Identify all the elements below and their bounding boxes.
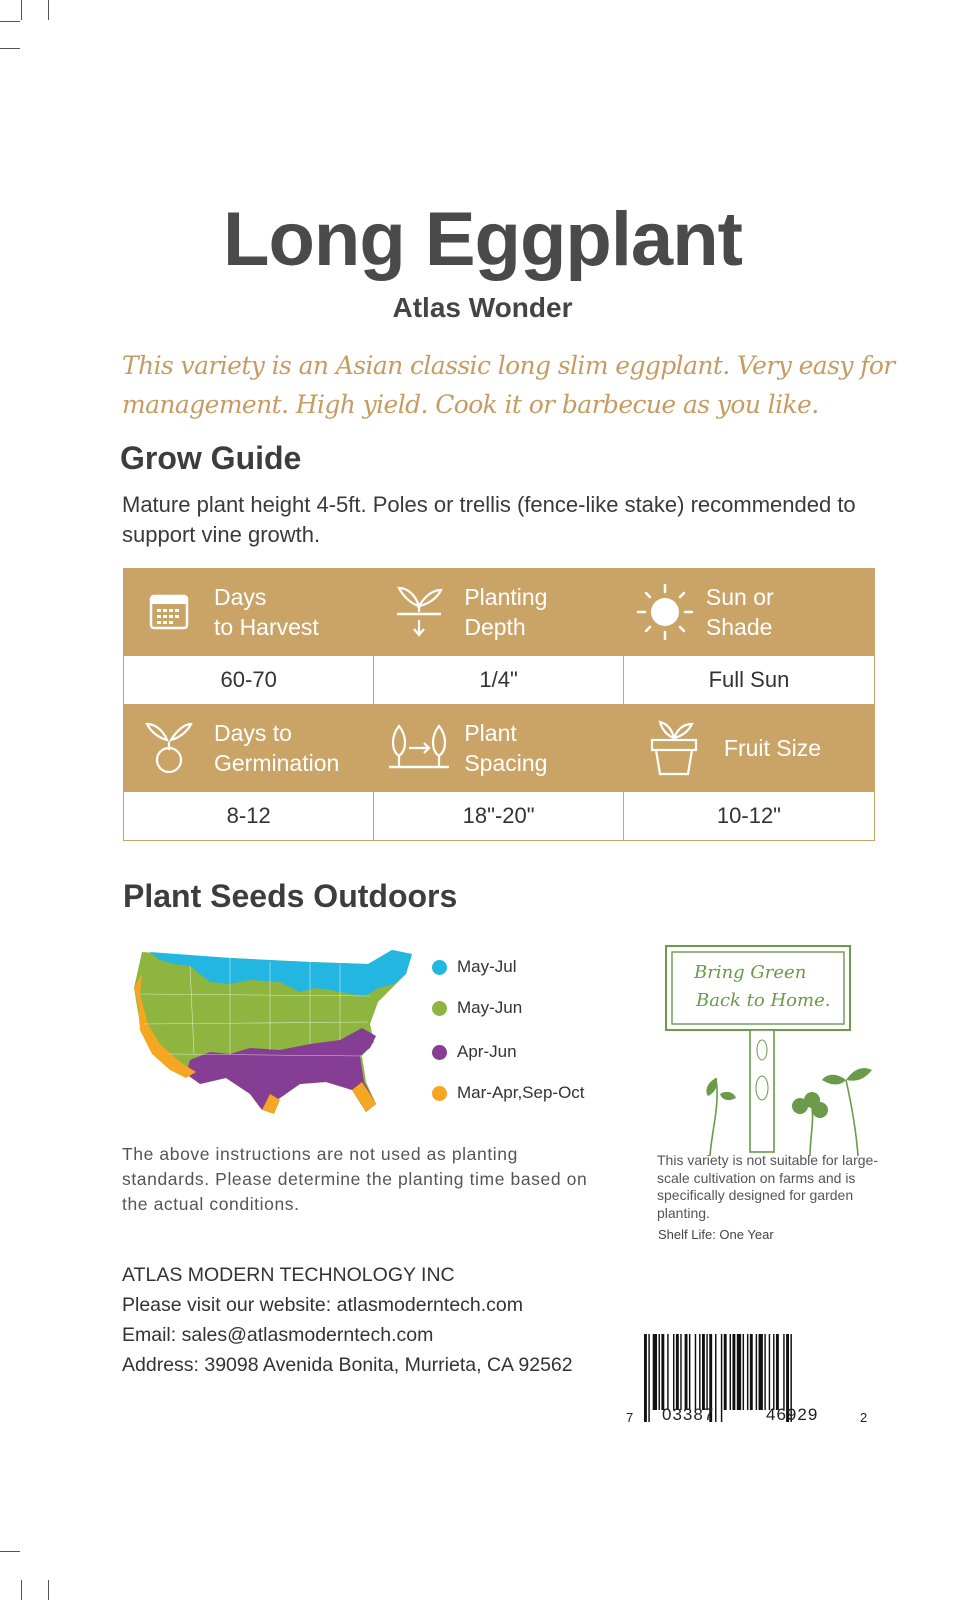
grow-guide-table (123, 568, 875, 841)
pot-icon (624, 718, 724, 778)
outdoors-heading: Plant Seeds Outdoors (123, 878, 458, 914)
guide-label: Depth (464, 614, 526, 640)
legend-item (432, 1083, 585, 1103)
barcode-bar (659, 1334, 660, 1410)
legend-swatch (432, 960, 447, 975)
barcode-first-digit: 7 (626, 1410, 634, 1425)
barcode-bar (648, 1334, 649, 1422)
crop-mark (0, 48, 20, 49)
company-info (122, 1260, 573, 1380)
barcode-bar (750, 1334, 753, 1410)
barcode-bar (695, 1334, 696, 1410)
legend-swatch (432, 1045, 447, 1060)
company-email: Email: sales@atlasmoderntech.com (122, 1324, 434, 1346)
sun-icon (624, 582, 706, 642)
legend-label: Mar-Apr,Sep-Oct (457, 1083, 585, 1102)
barcode-bar (732, 1334, 735, 1410)
planting-depth-value: 1/4" (374, 656, 624, 705)
legend-label: Apr-Jun (457, 1042, 517, 1061)
barcode-bar (759, 1334, 763, 1410)
grow-guide-heading: Grow Guide (120, 440, 302, 476)
crop-mark (0, 1551, 20, 1552)
guide-label: Shade (705, 614, 773, 640)
grow-guide-text: Mature plant height 4-5ft. Poles or trellis (fence-like stake) recommended to support vine growth. (122, 492, 856, 547)
suitability-note: This variety is not suitable for large-scale cultivation on farms and is specifically designed for garden planting. (657, 1152, 878, 1221)
barcode-bar (706, 1334, 707, 1410)
barcode-left-digits: 03387 (662, 1405, 715, 1424)
company-address: Address: 39098 Avenida Bonita, Murrieta, CA 92562 (122, 1354, 573, 1376)
shelf-life: Shelf Life: One Year (658, 1227, 774, 1242)
guide-label: Germination (214, 750, 340, 776)
legend-item (432, 998, 522, 1018)
sign-line-1: Bring Green (694, 962, 807, 983)
spacing-icon (374, 720, 464, 776)
guide-header-row (124, 705, 875, 792)
barcode-bar (689, 1334, 690, 1410)
legend-item (432, 1042, 517, 1062)
barcode-bar (769, 1334, 770, 1410)
guide-label: to Harvest (214, 614, 319, 640)
crop-mark (21, 0, 22, 20)
legend-label: May-Jun (457, 998, 523, 1017)
guide-label: Days to (214, 720, 292, 746)
guide-header-row (124, 569, 875, 656)
plant-spacing-value: 18"-20" (374, 792, 624, 841)
product-description: This variety is an Asian classic long slim eggplant. Very easy for management. High yield. Cook it or barbecue as you like. (122, 351, 895, 419)
guide-label: Planting (464, 584, 548, 610)
legend-item (432, 957, 517, 977)
barcode-bar (724, 1334, 727, 1410)
crop-mark (0, 21, 20, 22)
barcode-bar (715, 1334, 716, 1422)
days-to-harvest-value: 60-70 (124, 656, 374, 705)
barcode-bar (661, 1334, 664, 1410)
guide-value-row (124, 656, 875, 705)
crop-mark (48, 0, 49, 20)
barcode-bar (773, 1334, 774, 1410)
sun-or-shade-value: Full Sun (623, 656, 874, 705)
barcode-bar (680, 1334, 681, 1410)
days-to-germination-value: 8-12 (124, 792, 374, 841)
barcode-bar (702, 1334, 705, 1410)
barcode-bar (743, 1334, 744, 1410)
guide-label: Spacing (464, 750, 548, 776)
barcode-bar (737, 1334, 741, 1410)
sign-line-2: Back to Home. (696, 990, 831, 1011)
fruit-size-value: 10-12" (623, 792, 874, 841)
us-planting-zone-map (130, 944, 420, 1124)
barcode-bar (699, 1334, 700, 1410)
barcode-bar (730, 1334, 731, 1410)
planting-disclaimer: The above instructions are not used as planting standards. Please determine the planting time based on the actual conditions. (122, 1144, 588, 1214)
barcode-bar (783, 1334, 784, 1410)
crop-mark (48, 1580, 49, 1600)
guide-label: Fruit Size (723, 735, 822, 761)
barcode-bar (776, 1334, 779, 1410)
company-website: Please visit our website: atlasmoderntech.com (122, 1294, 524, 1316)
barcode-bar (653, 1334, 657, 1410)
barcode-bar (644, 1334, 647, 1422)
barcode-check-digit: 2 (860, 1410, 868, 1425)
crop-mark (21, 1580, 22, 1600)
product-title: Long Eggplant (223, 197, 742, 282)
product-subtitle: Atlas Wonder (392, 292, 573, 323)
legend-label: May-Jul (457, 957, 517, 976)
sprout-icon (124, 720, 214, 776)
seedling-depth-icon (374, 584, 464, 640)
calendar-icon (124, 590, 214, 634)
barcode-bar (673, 1334, 674, 1410)
guide-value-row (124, 792, 875, 841)
barcode-right-digits: 46929 (766, 1405, 819, 1424)
company-name: ATLAS MODERN TECHNOLOGY INC (122, 1264, 455, 1286)
barcode-bar (667, 1334, 668, 1410)
barcode-bar (764, 1334, 765, 1410)
barcode-bar (721, 1334, 722, 1422)
garden-sign-illustration (650, 938, 890, 1156)
legend-swatch (432, 1001, 447, 1016)
legend-swatch (432, 1086, 447, 1101)
guide-label: Plant (464, 720, 517, 746)
barcode-bar (747, 1334, 748, 1410)
barcode-bar (756, 1334, 757, 1410)
guide-label: Sun or (705, 584, 774, 610)
barcode-bar (676, 1334, 679, 1410)
barcode-bar (685, 1334, 688, 1410)
guide-label: Days (214, 584, 267, 610)
